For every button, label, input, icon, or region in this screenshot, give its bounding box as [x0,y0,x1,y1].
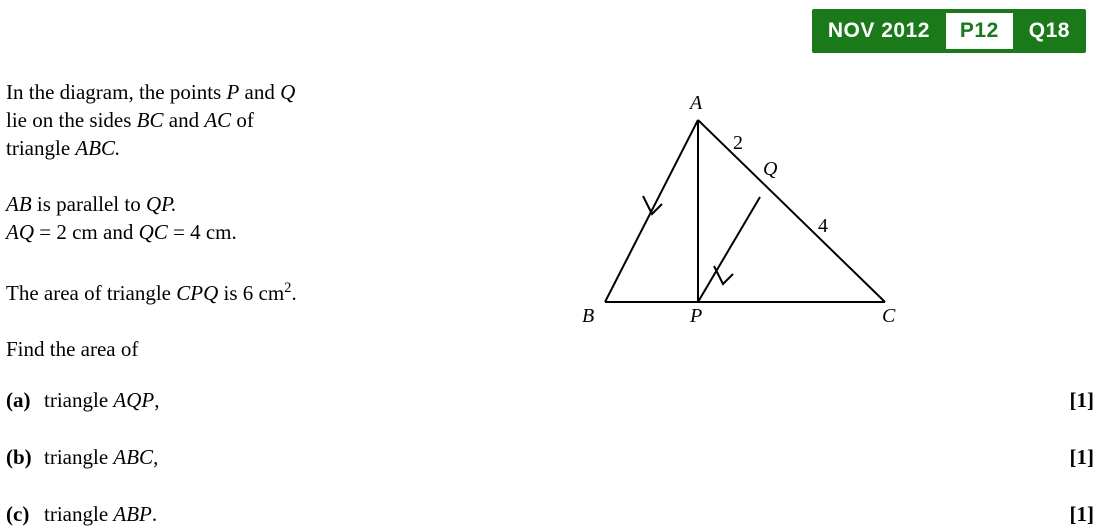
q2-text-b: and [163,108,205,132]
triangle-diagram [560,80,960,350]
q2-text-a: lie on the sides [6,108,137,132]
q3-text-a: triangle [6,136,76,160]
question-line-3 [6,134,406,162]
part-b-punct: , [153,445,159,469]
q6-text-c: . [291,281,297,305]
segment-qp [698,197,760,302]
q5-var-qc: QC [138,220,168,244]
parallel-arrow-ab-icon [643,196,662,214]
q5-text-a: = 2 cm and [34,220,139,244]
q2-text-c: of [231,108,254,132]
part-a-punct: , [154,388,160,412]
part-a-marks: [1] [1069,388,1094,412]
q1-text-a: In the diagram, the points [6,80,227,104]
length-label-qc: 4 [818,215,828,237]
badge-paper: P12 [946,13,1013,49]
part-a-label: (a) [6,388,31,412]
vertex-label-p: P [690,305,703,327]
q4-var-qp: QP. [145,192,177,216]
spacer-1 [6,162,406,190]
part-c-variable: ABP [113,502,152,526]
question-line-6 [6,274,406,307]
q6-text-a: The area of triangle [6,281,177,305]
question-line-5 [6,218,406,246]
part-a [6,388,1094,413]
part-a-text: triangle [44,388,114,412]
q6-exponent: 2 [284,280,292,296]
q4-var-ab: AB [6,192,32,216]
part-a-variable: AQP [113,388,155,412]
question-line-4 [6,190,406,218]
part-c-marks: [1] [1069,502,1094,526]
question-line-2 [6,106,406,134]
spacer-3 [6,307,406,335]
part-b-label: (b) [6,445,32,469]
q2-var-ac: AC [204,108,232,132]
segment-ac [698,120,885,302]
q4-text-a: is parallel to [31,192,146,216]
q1-text-b: and [239,80,281,104]
badge-session: NOV 2012 [827,19,930,42]
part-b-variable: ABC [113,445,154,469]
question-badge [812,9,1086,53]
question-text [6,78,406,363]
q5-var-aq: AQ [6,220,34,244]
question-line-7: Find the area of [6,337,139,361]
q2-var-bc: BC [136,108,164,132]
q6-var-cpq: CPQ [176,281,219,305]
spacer-2 [6,246,406,274]
length-label-aq: 2 [733,132,743,154]
vertex-label-b: B [582,305,595,327]
q1-var-p: P [226,80,240,104]
part-c-punct: . [151,502,158,526]
diagram-svg [560,80,960,350]
part-c-label: (c) [6,502,30,526]
vertex-label-c: C [882,305,896,327]
question-line-1 [6,78,406,106]
q5-text-b: = 4 cm. [167,220,237,244]
part-b-marks: [1] [1069,445,1094,469]
part-b-text: triangle [44,445,114,469]
q3-var-abc: ABC. [75,136,121,160]
part-c [6,502,1094,527]
vertex-label-q: Q [763,158,778,180]
part-b [6,445,1094,470]
vertex-label-a: A [690,92,703,114]
q6-text-b: is 6 cm [218,281,285,305]
badge-question: Q18 [1028,19,1070,42]
part-c-text: triangle [44,502,114,526]
q1-var-q: Q [280,80,296,104]
